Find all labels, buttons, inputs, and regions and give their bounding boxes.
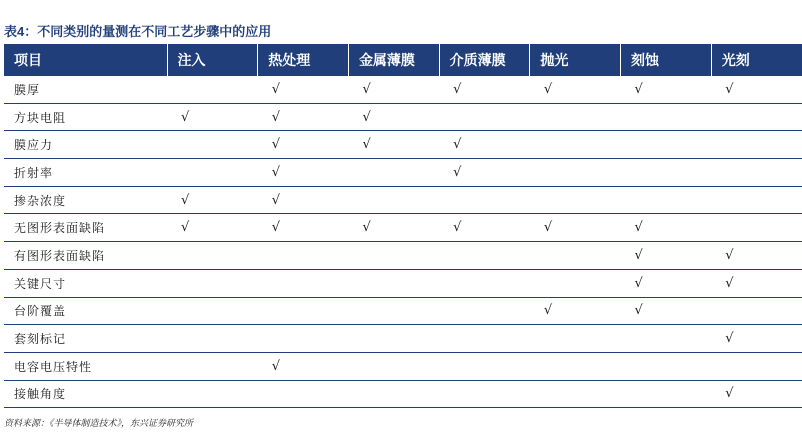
- table-row: [4, 103, 802, 131]
- column-header-etch: 刻蚀: [621, 44, 712, 76]
- check-mark-icon: √: [439, 214, 530, 242]
- empty-cell: [439, 325, 530, 353]
- check-mark-icon: √: [258, 76, 349, 103]
- empty-cell: [530, 325, 621, 353]
- empty-cell: [530, 186, 621, 214]
- row-label: 电容电压特性: [4, 352, 167, 380]
- empty-cell: [348, 297, 439, 325]
- check-mark-icon: √: [167, 103, 258, 131]
- empty-cell: [530, 131, 621, 159]
- empty-cell: [258, 380, 349, 408]
- check-mark-icon: √: [258, 103, 349, 131]
- table-row: [4, 242, 802, 270]
- check-mark-icon: √: [711, 380, 802, 408]
- column-header-item: 项目: [4, 44, 167, 76]
- row-label: 套刻标记: [4, 325, 167, 353]
- row-label: 方块电阻: [4, 103, 167, 131]
- row-label: 关键尺寸: [4, 269, 167, 297]
- empty-cell: [711, 186, 802, 214]
- empty-cell: [621, 103, 712, 131]
- check-mark-icon: √: [711, 76, 802, 103]
- check-mark-icon: √: [621, 242, 712, 270]
- empty-cell: [711, 297, 802, 325]
- check-mark-icon: √: [621, 76, 712, 103]
- check-mark-icon: √: [348, 131, 439, 159]
- empty-cell: [167, 131, 258, 159]
- column-header-lithography: 光刻: [711, 44, 802, 76]
- table-row: [4, 380, 802, 408]
- check-mark-icon: √: [711, 325, 802, 353]
- empty-cell: [348, 352, 439, 380]
- empty-cell: [711, 214, 802, 242]
- table-body: [4, 76, 802, 408]
- row-label: 无图形表面缺陷: [4, 214, 167, 242]
- column-header-dielectric-film: 介质薄膜: [439, 44, 530, 76]
- empty-cell: [167, 297, 258, 325]
- row-label: 折射率: [4, 159, 167, 187]
- empty-cell: [711, 159, 802, 187]
- column-header-polish: 抛光: [530, 44, 621, 76]
- table-row: [4, 297, 802, 325]
- check-mark-icon: √: [258, 214, 349, 242]
- empty-cell: [711, 131, 802, 159]
- empty-cell: [348, 325, 439, 353]
- table-row: [4, 186, 802, 214]
- empty-cell: [348, 269, 439, 297]
- check-mark-icon: √: [439, 159, 530, 187]
- empty-cell: [348, 380, 439, 408]
- empty-cell: [348, 186, 439, 214]
- table-caption: 表4：不同类别的量测在不同工艺步骤中的应用: [4, 24, 272, 39]
- empty-cell: [621, 186, 712, 214]
- check-mark-icon: √: [530, 214, 621, 242]
- empty-cell: [621, 352, 712, 380]
- empty-cell: [167, 380, 258, 408]
- column-header-thermal: 热处理: [258, 44, 349, 76]
- check-mark-icon: √: [167, 214, 258, 242]
- check-mark-icon: √: [258, 131, 349, 159]
- table-row: [4, 214, 802, 242]
- table-row: [4, 76, 802, 103]
- measurement-table-container: [4, 44, 802, 408]
- check-mark-icon: √: [348, 103, 439, 131]
- check-mark-icon: √: [439, 76, 530, 103]
- empty-cell: [439, 380, 530, 408]
- check-mark-icon: √: [439, 131, 530, 159]
- empty-cell: [530, 352, 621, 380]
- empty-cell: [167, 269, 258, 297]
- clipped-heading-fragment: [0, 0, 802, 8]
- empty-cell: [167, 159, 258, 187]
- empty-cell: [711, 352, 802, 380]
- empty-cell: [258, 297, 349, 325]
- check-mark-icon: √: [621, 214, 712, 242]
- row-label: 膜厚: [4, 76, 167, 103]
- empty-cell: [258, 269, 349, 297]
- empty-cell: [621, 380, 712, 408]
- empty-cell: [167, 352, 258, 380]
- empty-cell: [621, 131, 712, 159]
- check-mark-icon: √: [621, 269, 712, 297]
- check-mark-icon: √: [530, 297, 621, 325]
- empty-cell: [621, 325, 712, 353]
- empty-cell: [439, 297, 530, 325]
- row-label: 有图形表面缺陷: [4, 242, 167, 270]
- empty-cell: [530, 159, 621, 187]
- measurement-table: [4, 44, 802, 408]
- table-row: [4, 352, 802, 380]
- check-mark-icon: √: [348, 76, 439, 103]
- check-mark-icon: √: [530, 76, 621, 103]
- row-label: 台阶覆盖: [4, 297, 167, 325]
- row-label: 膜应力: [4, 131, 167, 159]
- row-label: 掺杂浓度: [4, 186, 167, 214]
- empty-cell: [258, 325, 349, 353]
- empty-cell: [530, 380, 621, 408]
- empty-cell: [439, 269, 530, 297]
- empty-cell: [258, 242, 349, 270]
- check-mark-icon: √: [621, 297, 712, 325]
- empty-cell: [348, 242, 439, 270]
- row-label: 接触角度: [4, 380, 167, 408]
- empty-cell: [348, 159, 439, 187]
- check-mark-icon: √: [167, 186, 258, 214]
- empty-cell: [439, 242, 530, 270]
- empty-cell: [530, 242, 621, 270]
- empty-cell: [530, 103, 621, 131]
- empty-cell: [167, 242, 258, 270]
- empty-cell: [621, 159, 712, 187]
- empty-cell: [167, 76, 258, 103]
- check-mark-icon: √: [711, 242, 802, 270]
- column-header-implant: 注入: [167, 44, 258, 76]
- empty-cell: [711, 103, 802, 131]
- empty-cell: [439, 186, 530, 214]
- table-row: [4, 325, 802, 353]
- empty-cell: [439, 352, 530, 380]
- empty-cell: [167, 325, 258, 353]
- table-row: [4, 269, 802, 297]
- table-row: [4, 131, 802, 159]
- empty-cell: [530, 269, 621, 297]
- check-mark-icon: √: [258, 352, 349, 380]
- source-note: 资料来源：《半导体制造技术》，东兴证券研究所: [4, 419, 194, 429]
- empty-cell: [439, 103, 530, 131]
- check-mark-icon: √: [348, 214, 439, 242]
- check-mark-icon: √: [711, 269, 802, 297]
- column-header-metal-film: 金属薄膜: [348, 44, 439, 76]
- table-row: [4, 159, 802, 187]
- check-mark-icon: √: [258, 159, 349, 187]
- check-mark-icon: √: [258, 186, 349, 214]
- header-row: [4, 44, 802, 76]
